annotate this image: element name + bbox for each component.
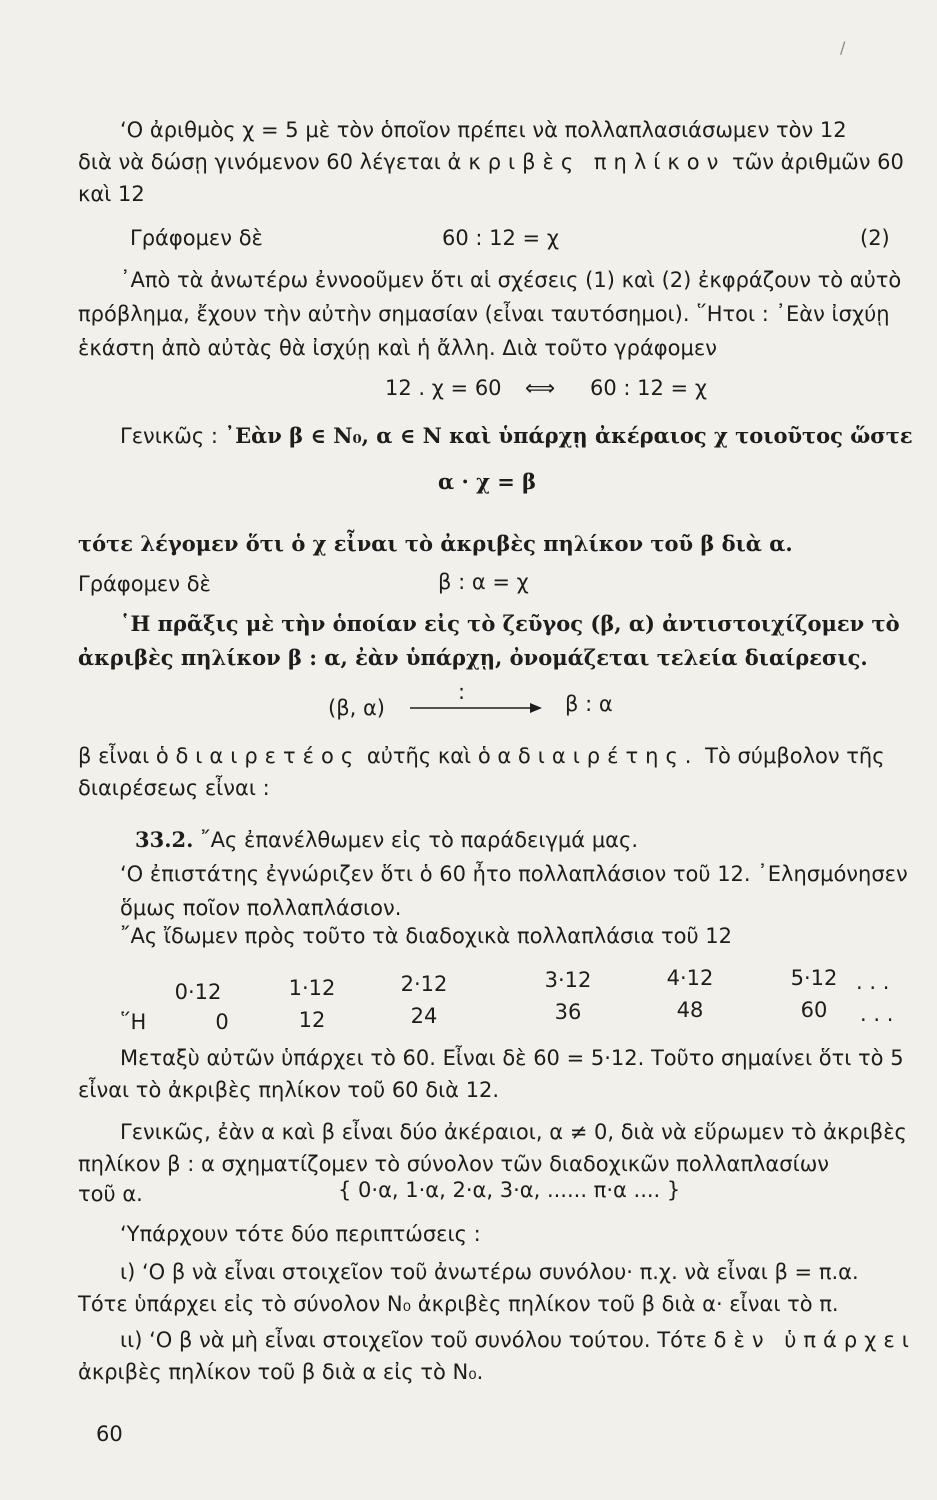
- p3-line2: διαιρέσεως εἶναι :: [78, 776, 270, 800]
- p4-line2: εἶναι τὸ ἀκριβὲς πηλίκον τοῦ 60 διὰ 12.: [78, 1078, 500, 1102]
- p6-emph-not-exists: δὲν ὑπάρχει: [713, 1328, 916, 1352]
- multiples-eta: ῞Η: [120, 1010, 147, 1034]
- p3-divisor-term: διαιρέτης.: [517, 744, 699, 768]
- p1-line2: [78, 148, 904, 176]
- p5-line2: πηλίκον β : α σχηματίζομεν τὸ σύνολον τῶν διαδοχικῶν πολλαπλασίων: [78, 1152, 830, 1176]
- def1-lead: Γενικῶς :: [120, 424, 218, 448]
- map-operator: :: [458, 680, 466, 704]
- multiple-expr-1: 1·12: [288, 976, 336, 1000]
- map-right: β : α: [565, 692, 613, 716]
- p6-case2: [120, 1326, 916, 1354]
- def1-line: [120, 422, 913, 450]
- multiple-value-2: 24: [410, 1004, 438, 1028]
- multiple-expr-4: 4·12: [666, 966, 714, 990]
- p1-line2c: τῶν ἀριθμῶν 60: [732, 150, 904, 174]
- p1-line1: ‘Ο ἀριθμὸς χ = 5 μὲ τὸν ὁποῖον πρέπει νὰ πολλαπλασιάσωμεν τὸν 12: [120, 118, 847, 142]
- p5-line3a: τοῦ α.: [78, 1182, 143, 1206]
- p2-line3: ἑκάστη ἀπὸ αὐτὰς θὰ ἰσχύῃ καὶ ἡ ἄλλη. Διὰ τοῦτο γράφομεν: [78, 336, 717, 360]
- s33-line1: [135, 826, 638, 854]
- def2-line1: ῾Η πρᾶξις μὲ τὴν ὁποίαν εἰς τὸ ζεῦγος (β, α) ἀντιστοιχίζομεν τὸ: [120, 611, 900, 636]
- p6-case2c: ἀκριβὲς πηλίκον τοῦ β διὰ α εἰς τὸ N₀.: [78, 1360, 484, 1384]
- multiple-expr-5: 5·12: [790, 966, 838, 990]
- def2-line2: ἀκριβὲς πηλίκον β : α, ἐὰν ὑπάρχῃ, ὀνομάζεται τελεία διαίρεσις.: [78, 645, 868, 670]
- p3-line1: [78, 742, 885, 770]
- p3-c: αὐτῆς καὶ ὁ α: [366, 744, 512, 768]
- def1-conclusion: τότε λέγομεν ὅτι ὁ χ εἶναι τὸ ἀκριβὲς πηλίκον τοῦ β διὰ α.: [78, 531, 793, 556]
- eq2-arrow: ⟺: [525, 376, 556, 400]
- s33-line3: ὅμως ποῖον πολλαπλάσιον.: [120, 896, 402, 920]
- p6-case2a: ιι) ‘Ο β νὰ μὴ εἶναι στοιχεῖον τοῦ συνόλου τούτου. Τότε: [120, 1328, 707, 1352]
- p6-case1b: Τότε ὑπάρχει εἰς τὸ σύνολον N₀ ἀκριβὲς πηλίκον τοῦ β διὰ α· εἶναι τὸ π.: [78, 1292, 839, 1316]
- p3-dividend-term: διαιρετέος: [175, 744, 361, 768]
- s33-line4: ῎Ας ἴδωμεν πρὸς τοῦτο τὰ διαδοχικὰ πολλαπλάσια τοῦ 12: [120, 924, 733, 948]
- multiple-value-0: 0: [215, 1010, 229, 1034]
- map-left: (β, α): [328, 696, 385, 720]
- multiple-expr-0: 0·12: [174, 980, 222, 1004]
- p6-line1: ‘Υπάρχουν τότε δύο περιπτώσεις :: [120, 1222, 481, 1246]
- def1-statement: ᾿Εὰν β ∈ N₀, α ∈ N καὶ ὑπάρχῃ ἀκέραιος χ τοιοῦτος ὥστε: [224, 423, 913, 448]
- p1-line3: καὶ 12: [78, 182, 145, 206]
- stray-mark: /: [840, 38, 846, 57]
- multiple-value-4: 48: [676, 998, 704, 1022]
- p1-line2a: διὰ νὰ δώσῃ γινόμενον 60 λέγεται: [78, 150, 441, 174]
- multiple-expr-2: 2·12: [400, 972, 448, 996]
- multiple-value-5: 60: [800, 998, 828, 1022]
- p5-set: { 0·α, 1·α, 2·α, 3·α, ...... π·α .... }: [338, 1178, 681, 1202]
- p2-line1: ᾿Απὸ τὰ ἀνωτέρω ἐννοοῦμεν ὅτι αἱ σχέσεις (1) καὶ (2) ἐκφράζουν τὸ αὐτὸ: [120, 268, 902, 292]
- eq1-formula: 60 : 12 = χ: [442, 226, 559, 250]
- s33-text1: ῎Ας ἐπανέλθωμεν εἰς τὸ παράδειγμά μας.: [200, 828, 639, 852]
- def1-formula: α · χ = β: [438, 469, 537, 494]
- eq2-right: 60 : 12 = χ: [590, 376, 707, 400]
- p6-case1: ι) ‘Ο β νὰ εἶναι στοιχεῖον τοῦ ἀνωτέρω συνόλου· π.χ. νὰ εἶναι β = π.α.: [120, 1260, 859, 1284]
- multiple-value-1: 12: [298, 1008, 326, 1032]
- multiple-expr-3: 3·12: [544, 968, 592, 992]
- eq3-label: Γράφομεν δὲ: [78, 572, 211, 596]
- s33-line2: ‘Ο ἐπιστάτης ἐγνώριζεν ὅτι ὁ 60 ἦτο πολλαπλάσιον τοῦ 12. ᾿Ελησμόνησεν: [120, 862, 908, 886]
- eq2-left: 12 . χ = 60: [385, 376, 502, 400]
- map-arrow-icon: [408, 700, 548, 716]
- eq1-tag: (2): [860, 226, 890, 250]
- p1-emph-term: ἀκριβὲς πηλίκον: [447, 150, 726, 174]
- multiples-ellipsis-bottom: . . .: [860, 1002, 894, 1026]
- p5-line1: Γενικῶς, ἐὰν α καὶ β εἶναι δύο ἀκέραιοι, α ≠ 0, διὰ νὰ εὕρωμεν τὸ ἀκριβὲς: [120, 1120, 907, 1144]
- p2-line2: πρόβλημα, ἔχουν τὴν αὐτὴν σημασίαν (εἶναι ταυτόσημοι). ῞Ητοι : ᾿Εὰν ἰσχύῃ: [78, 302, 890, 326]
- p3-e: Τὸ σύμβολον τῆς: [705, 744, 885, 768]
- page-number: 60: [96, 1422, 123, 1446]
- p3-a: β εἶναι ὁ: [78, 744, 169, 768]
- multiple-value-3: 36: [554, 1000, 582, 1024]
- multiples-ellipsis-top: . . .: [856, 970, 890, 994]
- p4-line1: Μεταξὺ αὐτῶν ὑπάρχει τὸ 60. Εἶναι δὲ 60 = 5·12. Τοῦτο σημαίνει ὅτι τὸ 5: [120, 1046, 904, 1070]
- eq1-label: Γράφομεν δὲ: [130, 226, 263, 250]
- section-number: 33.2.: [135, 827, 194, 852]
- eq3-formula: β : α = χ: [438, 570, 529, 594]
